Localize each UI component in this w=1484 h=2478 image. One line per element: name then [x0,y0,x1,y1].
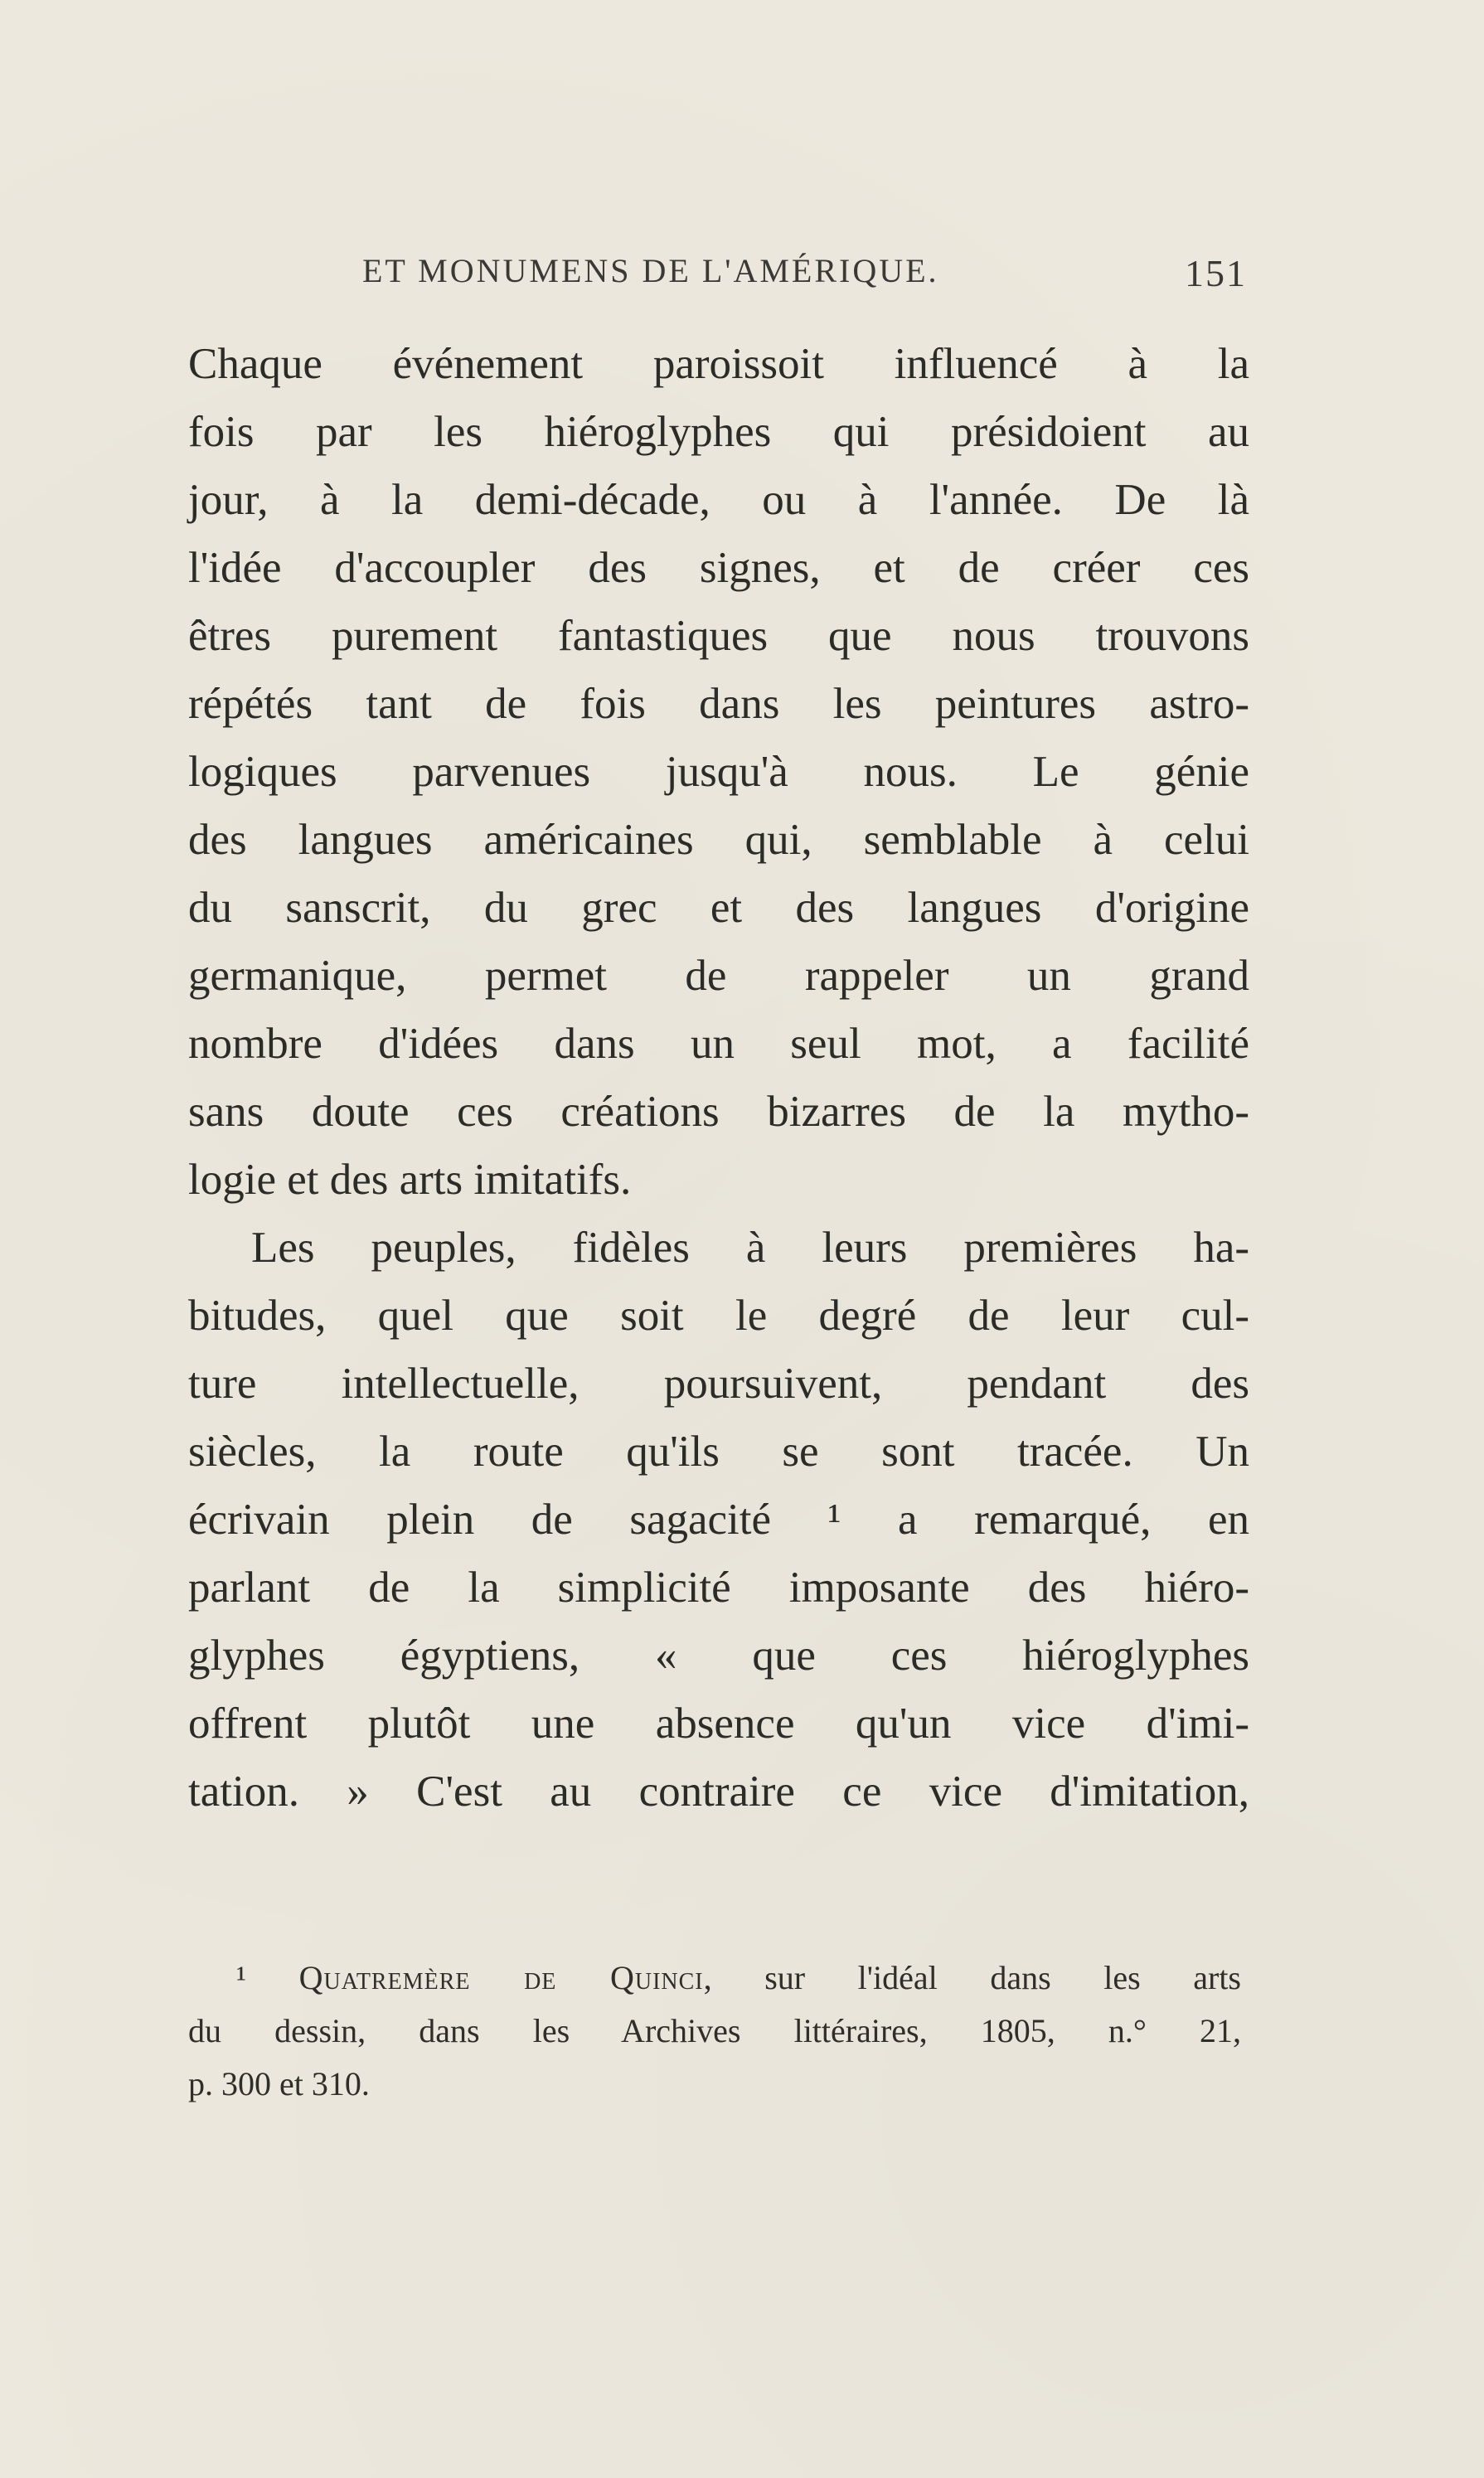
text-line: êtres purement fantastiques que nous trouvons [188,612,1249,660]
footnote-line1-rest: , sur l'idéal dans les arts [703,1959,1241,1996]
footnote-marker: ¹ [236,1959,246,1996]
text-line: du sanscrit, du grec et des langues d'origine [188,884,1249,932]
text-line: germanique, permet de rappeler un grand [188,952,1249,1000]
footnote-line: p. 300 et 310. [188,2065,370,2102]
text-line: parlant de la simplicité imposante des hiéro- [188,1564,1249,1612]
text-line: siècles, la route qu'ils se sont tracée. Un [188,1428,1249,1476]
page-number: 151 [1185,252,1247,294]
text-line: logie et des arts imitatifs. [188,1156,632,1204]
text-line: bitudes, quel que soit le degré de leur cul- [188,1292,1249,1340]
footnote-line: du dessin, dans les Archives littéraires, 1805, n.° 21, [188,2012,1241,2049]
footnote-line [188,1952,1241,2005]
text-line: jour, à la demi-décade, ou à l'année. De là [188,476,1249,524]
text-line: des langues américaines qui, semblable à celui [188,816,1249,864]
running-head [362,251,1247,301]
text-line: écrivain plein de sagacité ¹ a remarqué, en [188,1496,1249,1544]
text-line: offrent plutôt une absence qu'un vice d'imi- [188,1700,1249,1748]
paragraph-start-line: Les peuples, fidèles à leurs premières ha- [251,1224,1249,1272]
text-line: sans doute ces créations bizarres de la mytho- [188,1088,1249,1136]
text-line: fois par les hiéroglyphes qui présidoient au [188,408,1249,456]
text-line: logiques parvenues jusqu'à nous. Le génie [188,748,1249,796]
text-line: répétés tant de fois dans les peintures astro- [188,680,1249,728]
text-line: Chaque événement paroissoit influencé à la [188,340,1249,388]
running-head-title: ET MONUMENS DE L'AMÉRIQUE. [362,252,939,289]
footnote [188,1952,1241,2111]
footnote-author: Quatremère de Quinci [298,1959,704,1996]
text-line: ture intellectuelle, poursuivent, pendant des [188,1360,1249,1408]
text-line: l'idée d'accoupler des signes, et de créer ces [188,544,1249,592]
text-line: nombre d'idées dans un seul mot, a facilité [188,1020,1249,1068]
text-line: glyphes égyptiens, « que ces hiéroglyphes [188,1632,1249,1680]
text-line: tation. » C'est au contraire ce vice d'imitation, [188,1768,1249,1816]
body-text [188,330,1249,1826]
